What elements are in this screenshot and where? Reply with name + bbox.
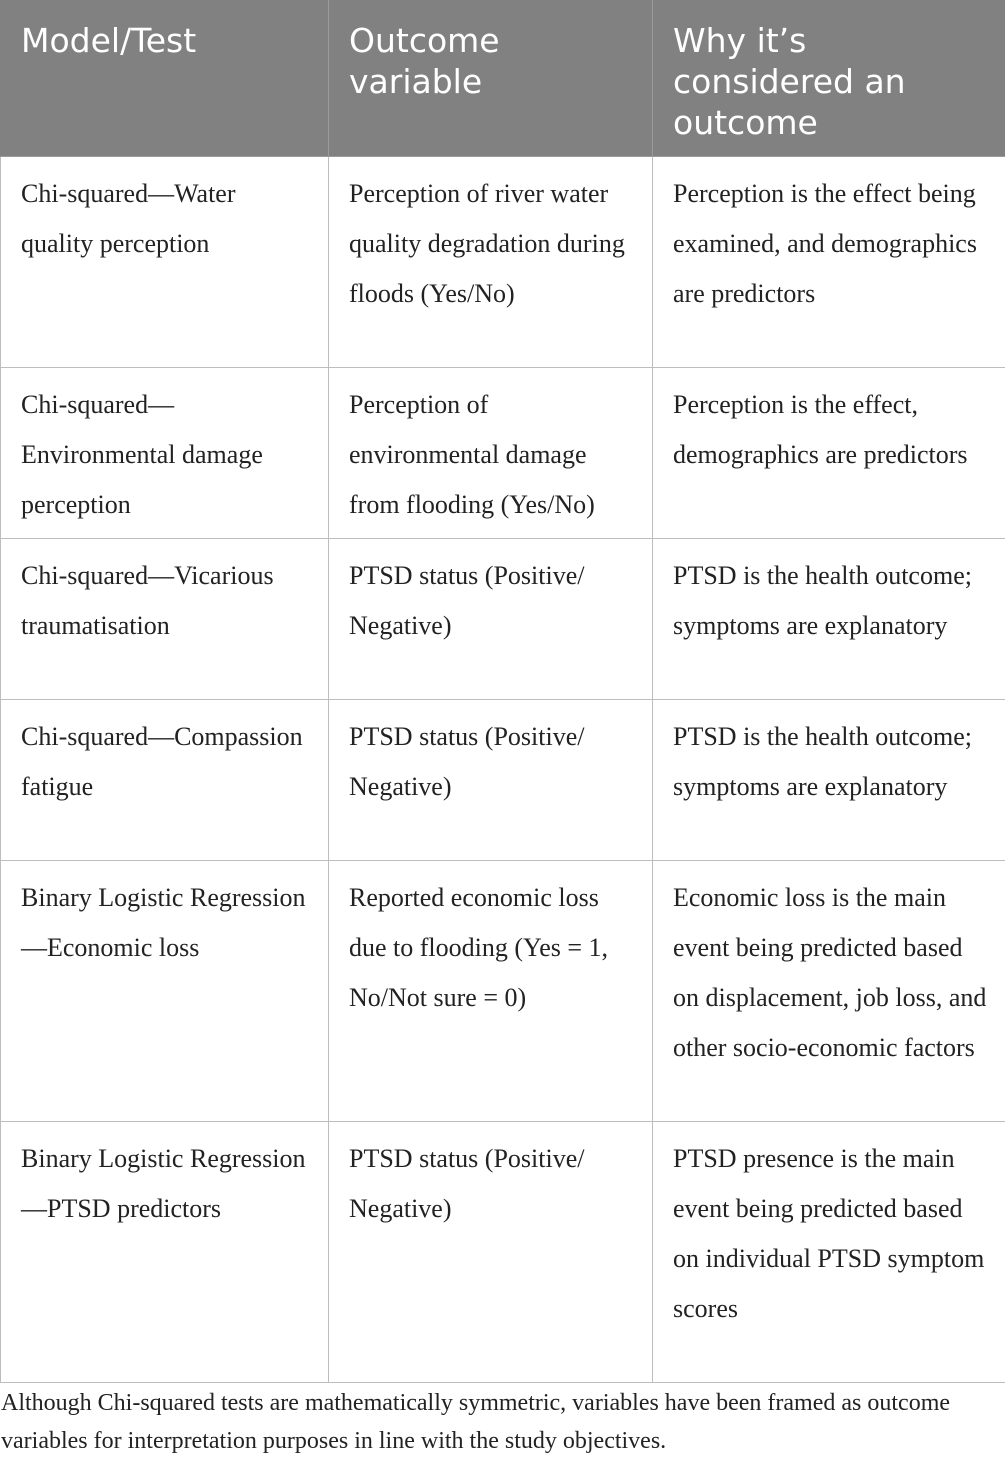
cell-model-test: Binary Logistic Regression—PTSD predictors	[1, 1121, 329, 1382]
cell-why-outcome: Economic loss is the main event being predicted based on displacement, job loss, and other socio-economic factors	[653, 860, 1005, 1121]
cell-why-outcome: Perception is the effect, demographics are predictors	[653, 367, 1005, 538]
table-row	[1, 367, 1005, 538]
table-row	[1, 538, 1005, 699]
header-row	[1, 0, 1005, 156]
table-row	[1, 860, 1005, 1121]
table-row	[1, 1121, 1005, 1382]
cell-outcome-variable: Perception of environmental damage from flooding (Yes/No)	[329, 367, 653, 538]
cell-why-outcome: PTSD is the health outcome; symptoms are explanatory	[653, 538, 1005, 699]
cell-outcome-variable: PTSD status (Positive/ Negative)	[329, 699, 653, 860]
header-model-test: Model/Test	[1, 0, 329, 156]
cell-model-test: Chi-squared—Compassion fatigue	[1, 699, 329, 860]
header-why-outcome: Why it’s considered an outcome	[653, 0, 1005, 156]
cell-why-outcome: Perception is the effect being examined, and demographics are predictors	[653, 156, 1005, 367]
cell-why-outcome: PTSD is the health outcome; symptoms are explanatory	[653, 699, 1005, 860]
cell-model-test: Chi-squared—Vicarious traumatisation	[1, 538, 329, 699]
cell-model-test: Chi-squared—Water quality perception	[1, 156, 329, 367]
table-row	[1, 699, 1005, 860]
cell-outcome-variable: Perception of river water quality degradation during floods (Yes/No)	[329, 156, 653, 367]
header-outcome-variable: Outcome variable	[329, 0, 653, 156]
cell-model-test: Binary Logistic Regression—Economic loss	[1, 860, 329, 1121]
table-footnote: Although Chi-squared tests are mathematically symmetric, variables have been framed as outcome variables for interpretation purposes in line with the study objectives.	[1, 1390, 951, 1454]
cell-outcome-variable: PTSD status (Positive/ Negative)	[329, 1121, 653, 1382]
cell-outcome-variable: PTSD status (Positive/ Negative)	[329, 538, 653, 699]
cell-outcome-variable: Reported economic loss due to flooding (Yes = 1, No/Not sure = 0)	[329, 860, 653, 1121]
cell-why-outcome: PTSD presence is the main event being predicted based on individual PTSD symptom scores	[653, 1121, 1005, 1382]
table-row	[1, 156, 1005, 367]
cell-model-test: Chi-squared—Environmental damage perception	[1, 367, 329, 538]
